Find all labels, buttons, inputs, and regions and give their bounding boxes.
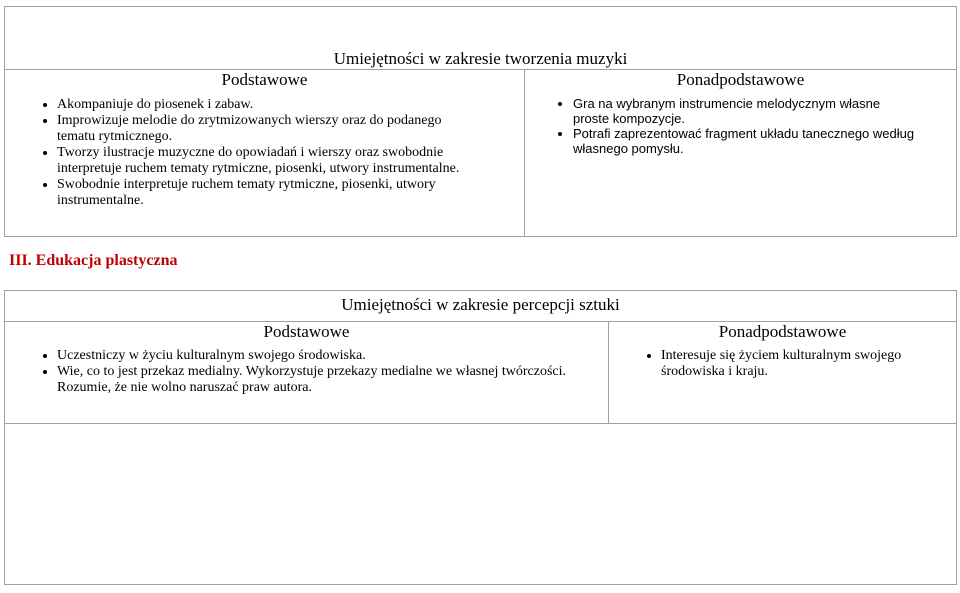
art-basic-list [5,348,608,396]
music-table-title [5,7,957,70]
list-item: • Improwizuje melodie do zrytmizowanych wierszy oraz do podanego tematu rytmicznego. [57,113,524,145]
list-item: • Potrafi zaprezentować fragment układu tanecznego według własnego pomysłu. [573,126,956,156]
art-advanced-cell [609,322,957,424]
music-basic-cell [5,70,525,237]
art-perception-table [4,290,957,585]
art-advanced-list [609,348,956,380]
list-item: • Akompaniuje do piosenek i zabaw. [57,97,524,113]
empty-row [5,424,957,585]
music-basic-list [5,97,524,209]
list-item: • Wie, co to jest przekaz medialny. Wykorzystuje przekazy medialne we własnej twórczości. Rozumie, że nie wolno naruszać praw autora. [57,364,608,396]
section-heading: III. Edukacja plastyczna [9,252,178,269]
music-advanced-header: Ponadpodstawowe [676,70,805,89]
list-item: • Uczestniczy w życiu kulturalnym swojego środowiska. [57,348,608,364]
art-basic-cell [5,322,609,424]
art-advanced-header: Ponadpodstawowe [718,322,847,341]
list-item: • Gra na wybranym instrumencie melodycznym własne proste kompozycje. [573,96,956,126]
music-advanced-list [525,96,956,156]
music-advanced-cell [525,70,957,237]
art-table-title-text: Umiejętności w zakresie percepcji sztuki [341,295,620,314]
music-basic-header: Podstawowe [221,70,308,89]
list-item: • Interesuje się życiem kulturalnym swojego środowiska i kraju. [661,348,956,380]
art-table-title [5,291,957,322]
art-basic-header: Podstawowe [263,322,350,341]
list-item: • Tworzy ilustracje muzyczne do opowiadań i wierszy oraz swobodnie interpretuje ruchem tematy rytmiczne, piosenki, utwory instrumentalne. [57,145,524,177]
list-item: • Swobodnie interpretuje ruchem tematy rytmiczne, piosenki, utwory instrumentalne. [57,177,524,209]
music-skills-table [4,6,957,237]
music-table-title-text: Umiejętności w zakresie tworzenia muzyki [333,49,628,68]
